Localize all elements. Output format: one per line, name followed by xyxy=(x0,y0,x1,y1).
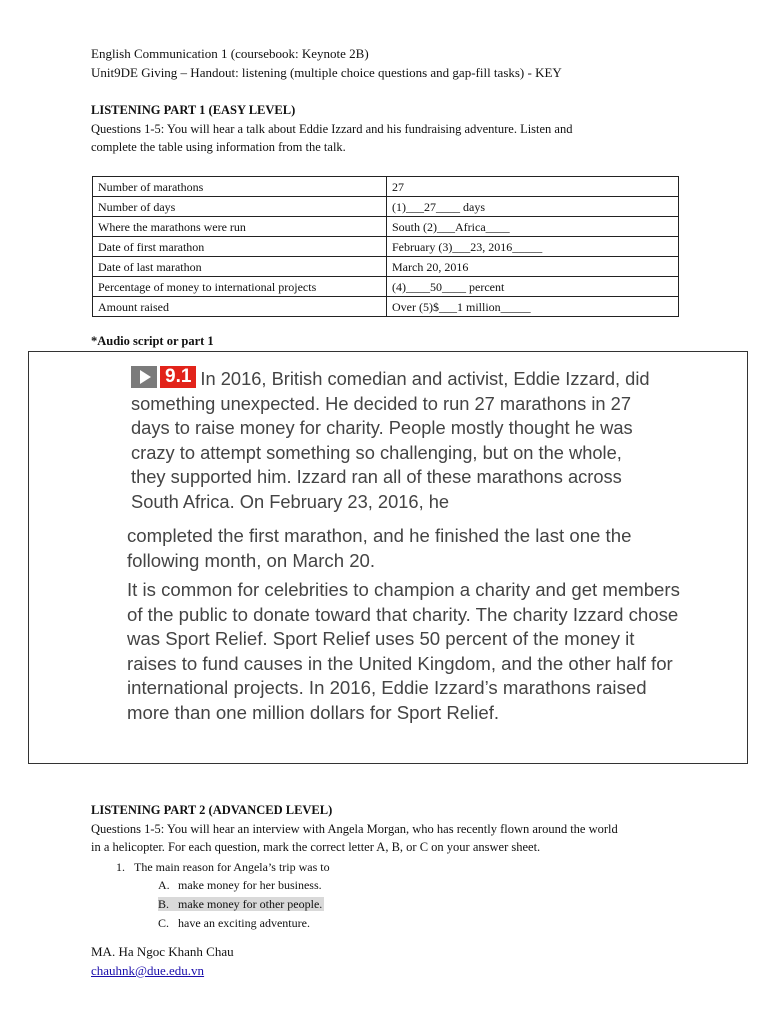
part1-instructions-line1: Questions 1-5: You will hear a talk about Eddie Izzard and his fundraising adventure. Listen and xyxy=(91,122,573,136)
script-paragraph-1-text: In 2016, British comedian and activist, Eddie Izzard, did something unexpected. He decided to run 27 marathons in 27 days to raise money for charity. People mostly thought he was crazy to attempt something so challenging, but on the whole, they supported him. Izzard ran all of these marathons across South Africa. On February 23, 2016, he xyxy=(131,368,650,512)
part1-instructions xyxy=(91,120,691,156)
audio-track-tag xyxy=(131,366,196,388)
table-value: (4)____50____ percent xyxy=(387,277,679,297)
author-name: MA. Ha Ngoc Khanh Chau xyxy=(91,944,234,959)
option-letter: B. xyxy=(158,897,170,911)
track-number: 9.1 xyxy=(160,366,196,388)
option-text: have an exciting adventure. xyxy=(178,916,310,930)
table-value: South (2)___Africa____ xyxy=(387,217,679,237)
option-letter: C. xyxy=(158,916,170,930)
answer-table xyxy=(92,176,679,317)
table-row xyxy=(93,297,679,317)
audio-script-box xyxy=(28,351,748,764)
option-text: make money for her business. xyxy=(178,878,322,892)
part1-instructions-line2: complete the table using information from the talk. xyxy=(91,140,346,154)
question-number: 1. xyxy=(116,860,125,874)
table-value: (1)___27____ days xyxy=(387,197,679,217)
table-row xyxy=(93,277,679,297)
part2-instructions xyxy=(91,820,711,856)
part2-title: LISTENING PART 2 (ADVANCED LEVEL) xyxy=(91,803,333,817)
question-1 xyxy=(116,858,330,876)
table-row xyxy=(93,237,679,257)
play-icon xyxy=(131,366,157,388)
table-label: Where the marathons were run xyxy=(93,217,387,237)
script-paragraph-1 xyxy=(131,366,661,514)
option-c xyxy=(158,914,310,932)
part1-title: LISTENING PART 1 (EASY LEVEL) xyxy=(91,103,296,117)
script-paragraph-3: It is common for celebrities to champion a charity and get members of the public to donate toward that charity. The charity Izzard chose was Sport Relief. Sport Relief uses 50 percent of the money it raises to fund causes in the United Kingdom, and the other half for international projects. In 2016, Eddie Izzard’s marathons raised more than one million dollars for Sport Relief. xyxy=(127,579,680,723)
table-row xyxy=(93,197,679,217)
table-value: February (3)___23, 2016_____ xyxy=(387,237,679,257)
table-row xyxy=(93,217,679,237)
author-email-link[interactable]: chauhnk@due.edu.vn xyxy=(91,963,205,978)
table-value: 27 xyxy=(387,177,679,197)
table-label: Amount raised xyxy=(93,297,387,317)
table-label: Number of days xyxy=(93,197,387,217)
audio-script-heading: *Audio script or part 1 xyxy=(91,334,214,348)
table-label: Percentage of money to international projects xyxy=(93,277,387,297)
question-text: The main reason for Angela’s trip was to xyxy=(134,860,330,874)
option-b-correct xyxy=(158,895,324,913)
table-label: Date of last marathon xyxy=(93,257,387,277)
script-paragraph-2: completed the first marathon, and he finished the last one the following month, on March 20. xyxy=(127,525,632,571)
table-label: Date of first marathon xyxy=(93,237,387,257)
option-a xyxy=(158,876,322,894)
course-title: English Communication 1 (coursebook: Keynote 2B) xyxy=(91,46,369,61)
table-value: Over (5)$___1 million_____ xyxy=(387,297,679,317)
part2-instructions-line2: in a helicopter. For each question, mark the correct letter A, B, or C on your answer sheet. xyxy=(91,840,541,854)
table-row xyxy=(93,177,679,197)
table-label: Number of marathons xyxy=(93,177,387,197)
option-text: make money for other people. xyxy=(178,897,323,911)
option-letter: A. xyxy=(158,878,170,892)
part2-instructions-line1: Questions 1-5: You will hear an interview with Angela Morgan, who has recently flown around the world xyxy=(91,822,618,836)
handout-subtitle: Unit9DE Giving – Handout: listening (multiple choice questions and gap-fill tasks) - KEY xyxy=(91,65,562,80)
table-row xyxy=(93,257,679,277)
table-value: March 20, 2016 xyxy=(387,257,679,277)
